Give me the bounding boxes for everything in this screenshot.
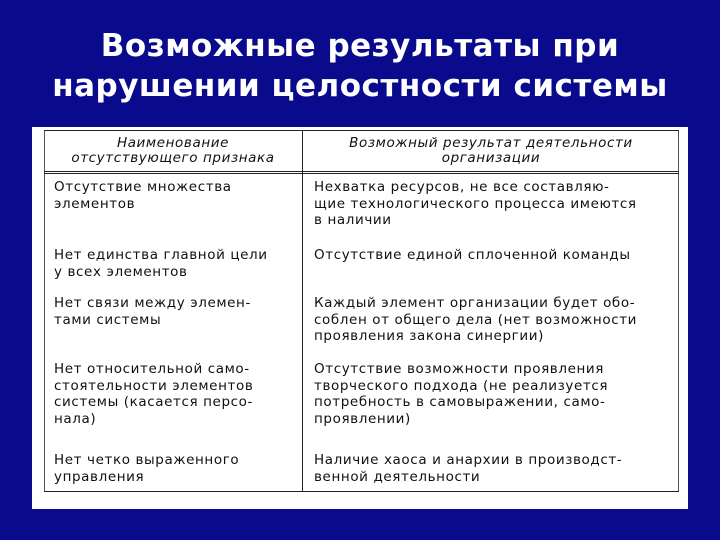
slide-title (0, 26, 720, 106)
header-feature: Наименование отсутствующего признака (71, 135, 275, 166)
row-1-result: Нехватка ресурсов, не все составляю- щие технологического процесса имеются в наличии (314, 179, 637, 228)
header-separator (44, 171, 679, 174)
header-result: Возможный результат деятельности организации (349, 135, 633, 166)
row-2-result: Отсутствие единой сплоченной команды (314, 247, 631, 263)
results-table (44, 130, 679, 492)
row-2-feature: Нет единства главной цели у всех элементов (54, 247, 268, 280)
row-4-feature: Нет относительной само- стоятельности элементов системы (касается персо- нала) (54, 361, 254, 427)
row-1-feature: Отсутствие множества элементов (54, 179, 232, 212)
table-left-edge (44, 131, 45, 491)
column-divider (302, 131, 303, 491)
title-line-1: Возможные результаты при (100, 28, 620, 64)
table-panel (32, 127, 688, 509)
row-5-feature: Нет четко выраженного управления (54, 452, 240, 485)
row-3-result: Каждый элемент организации будет обо- соблен от общего дела (нет возможности проявления закона синергии) (314, 295, 638, 344)
row-5-result: Наличие хаоса и анархии в производст- венной деятельности (314, 452, 623, 485)
table-right-edge (678, 131, 679, 491)
row-4-result: Отсутствие возможности проявления творческого подхода (не реализуется потребность в самовыражении, само- проявлении) (314, 361, 609, 427)
row-3-feature: Нет связи между элемен- тами системы (54, 295, 251, 328)
title-line-2: нарушении целостности системы (52, 68, 668, 104)
